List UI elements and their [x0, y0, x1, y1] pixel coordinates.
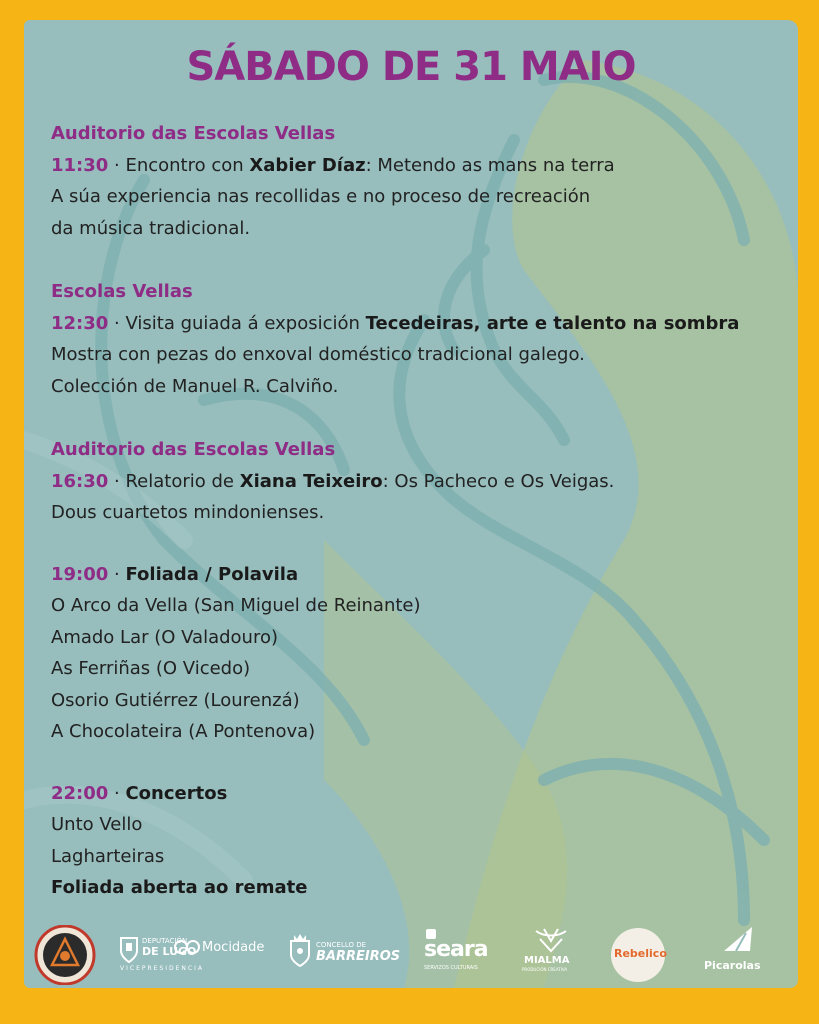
event-topic: : Metendo as mans na terra [365, 154, 615, 176]
event-description: Dous cuartetos mindonienses. [51, 502, 325, 523]
vicepresidencia-label: VICEPRESIDENCIA [120, 965, 204, 972]
event-time: 12:30 [51, 312, 109, 334]
list-item: O Arco da Vella (San Miguel de Reinante) [51, 595, 421, 616]
event-headline [51, 150, 791, 182]
picarolas-label: Picarolas [704, 959, 761, 972]
event-guest: Xabier Díaz [249, 154, 366, 176]
seara-label: seara [424, 937, 488, 962]
picarolas-logo [702, 925, 772, 985]
event-description: Colección de Manuel R. Calviño. [51, 375, 339, 397]
event-time: 22:00 [51, 782, 109, 804]
list-item: Unto Vello [51, 814, 143, 835]
event-time: 19:00 [51, 563, 109, 585]
deputacion-label-lugo: DE LUGO [142, 945, 197, 958]
event-time: 11:30 [51, 154, 109, 176]
event-headline [51, 466, 791, 498]
event-topic: : Os Pacheco e Os Veigas. [382, 470, 615, 492]
list-item: Osorio Gutiérrez (Lourenzá) [51, 689, 300, 711]
mialma-label: MIALMA [524, 955, 570, 966]
deputacion-lugo-logo [120, 925, 270, 985]
deputacion-label: DEPUTACIÓN [142, 937, 188, 945]
concello-label: CONCELLO DE [316, 941, 367, 949]
event-separator: · [108, 782, 126, 804]
crest-icon [288, 933, 312, 967]
mialma-logo [522, 925, 582, 985]
event-description: A súa experiencia nas recollidas e no proceso de recreación [51, 186, 591, 207]
mask-icon [534, 927, 568, 953]
event-block [51, 434, 791, 529]
sponsor-logos [24, 925, 798, 985]
event-exhibition: Tecedeiras, arte e talento na sombra [365, 312, 740, 334]
event-venue: Auditorio das Escolas Vellas [51, 123, 336, 144]
list-item: Lagharteiras [51, 845, 165, 867]
double-ring-icon [174, 939, 200, 955]
event-guest: Xiana Teixeiro [239, 470, 383, 492]
event-headline [51, 559, 791, 591]
event-separator: · Encontro con [108, 154, 250, 176]
event-venue: Escolas Vellas [51, 281, 193, 302]
event-title: Concertos [125, 782, 228, 804]
event-separator: · [108, 563, 126, 585]
closing-note: Foliada aberta ao remate [51, 877, 308, 898]
event-time: 16:30 [51, 470, 109, 492]
list-item: As Ferriñas (O Vicedo) [51, 658, 251, 679]
event-title: Foliada / Polavila [125, 563, 299, 585]
rebelico-label: Rebelico [614, 947, 667, 960]
event-separator: · Relatorio de [108, 470, 240, 492]
rebelico-logo [610, 925, 670, 985]
event-separator: · Visita guiada á exposición [108, 312, 366, 334]
association-seal-logo [34, 925, 96, 985]
concello-barreiros-logo [288, 925, 401, 985]
seara-logo [424, 925, 504, 985]
list-item: Amado Lar (O Valadouro) [51, 626, 278, 648]
list-item: A Chocolateira (A Pontenova) [51, 721, 316, 742]
event-headline [51, 308, 791, 340]
event-venue: Auditorio das Escolas Vellas [51, 439, 336, 460]
event-description: Mostra con pezas do enxoval doméstico tradicional galego. [51, 344, 585, 365]
shield-icon [120, 937, 138, 963]
event-block [51, 778, 791, 904]
poster-panel [24, 20, 798, 988]
event-block [51, 559, 791, 748]
event-description: da música tradicional. [51, 217, 251, 239]
mocidade-label: Mocidade [202, 940, 265, 955]
page-title: SÁBADO DE 31 MAIO [186, 44, 636, 90]
sail-icon [716, 925, 756, 955]
seara-sub-label: SERVIZOS CULTURAIS [424, 965, 478, 971]
schedule [51, 118, 791, 904]
barreiros-label: BARREIROS [316, 949, 401, 964]
event-block [51, 118, 791, 244]
event-block [51, 276, 791, 402]
event-headline [51, 778, 791, 810]
mialma-sub-label: PRODUCIÓN CREATIVA [522, 967, 568, 972]
